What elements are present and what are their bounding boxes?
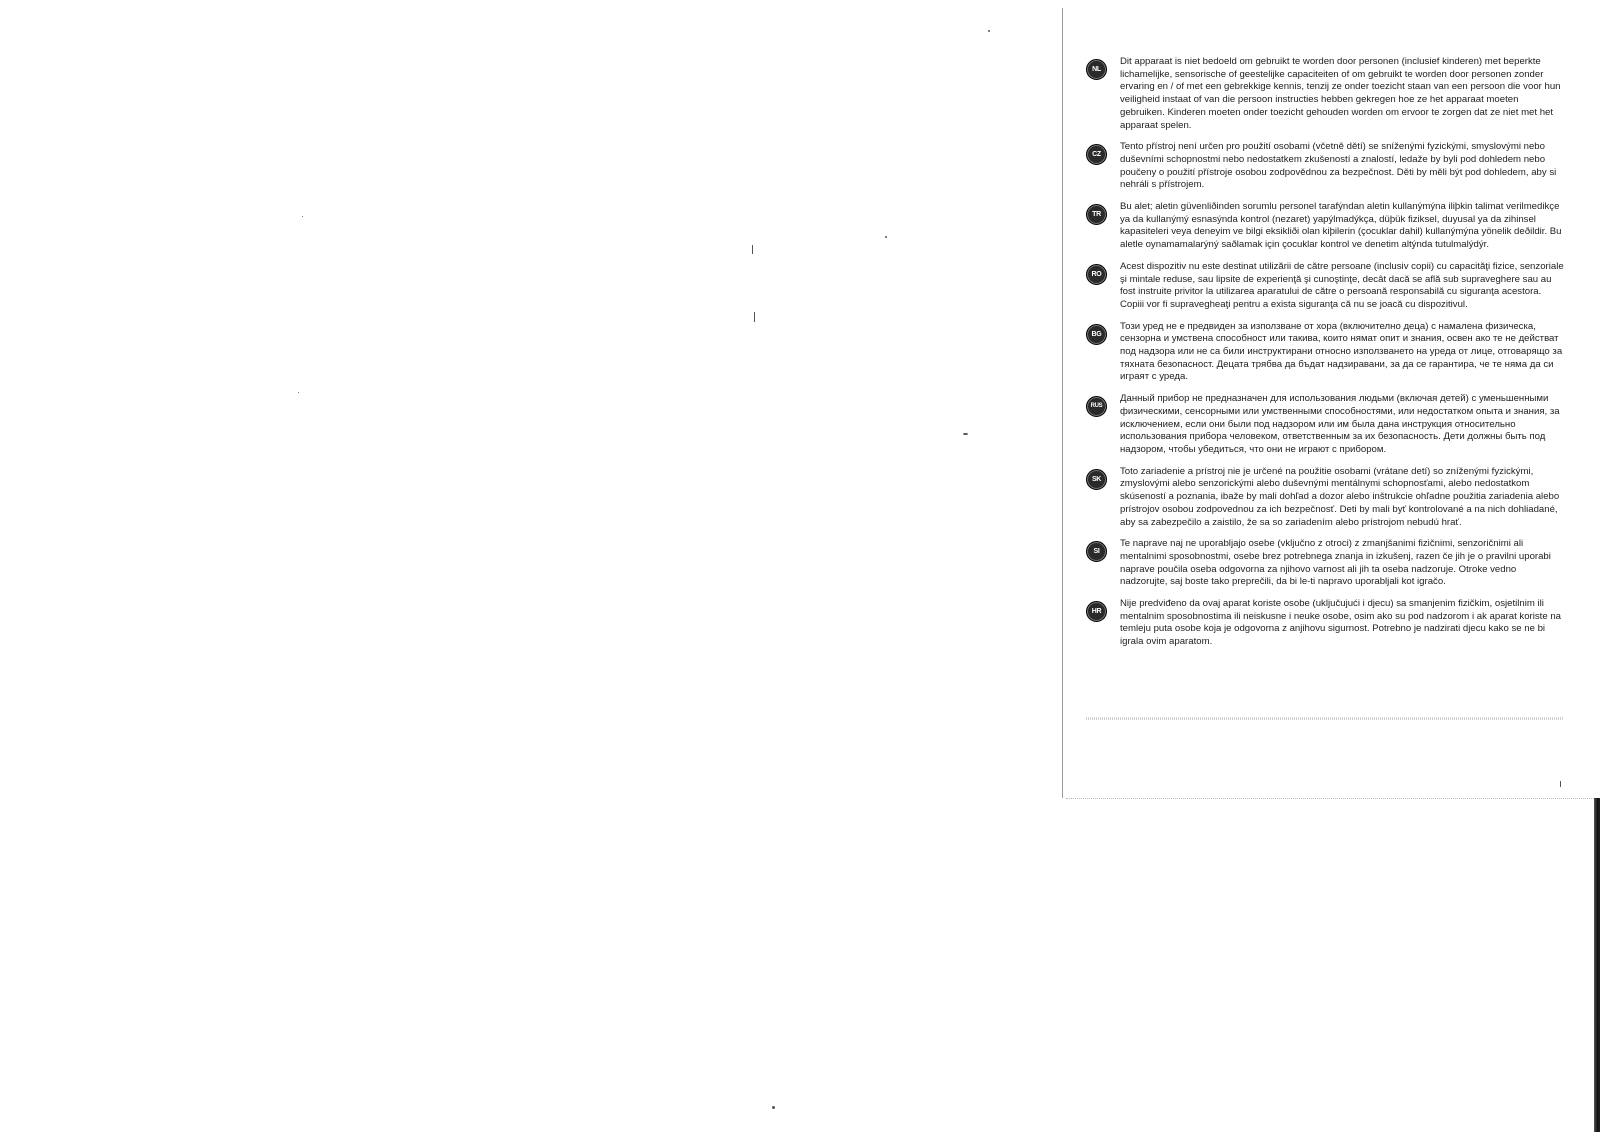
language-badge-bg: BG — [1086, 324, 1107, 345]
scan-speck — [885, 236, 887, 238]
language-badge-rus: RUS — [1086, 396, 1107, 417]
warning-section-tr — [1086, 201, 1564, 252]
scan-speck — [298, 392, 299, 393]
warning-text-hr: Nije predviđeno da ovaj aparat koriste osobe (uključujući i djecu) sa smanjenim fizičkim, osjetilnim ili mentalnim sposobnostima ili neiskusne i neuke osobe, osim ako su pod nadzorom i ak aparat koriste na temleju puta osobe koja je odgovorna z anjihovu sigurnost. Potrebno je nadzirati djecu kako se ne bi igrala ovim aparatom. — [1120, 598, 1562, 648]
dotted-separator — [1086, 717, 1564, 720]
language-badge-tr: TR — [1086, 204, 1107, 225]
warning-section-si — [1086, 538, 1564, 589]
warning-text-bg: Този уред не е предвиден за използване от хора (включително деца) с намалена физическа, сензорна и умствена способност или такива, които нямат опит и знания, освен ако те не действат под надзора или не са били инструктирани относно използването на уреда от лице, отговарящо за тяхната безопасност. Децата трябва да бъдат надзиравани, за да се гарантира, че те няма да си играят с уреда. — [1120, 320, 1563, 383]
scan-speck — [302, 216, 303, 217]
language-badge-ro: RO — [1086, 264, 1107, 285]
warning-section-nl — [1086, 56, 1564, 132]
page-bottom-edge — [1066, 798, 1600, 799]
language-badge-si: SI — [1086, 541, 1107, 562]
warning-text-si: Te naprave naj ne uporabljajo osebe (vključno z otroci) z zmanjšanimi fizičnimi, senzoričnimi ali mentalnimi sposobnostmi, osebe brez potrebnega znanja in izkušenj, razen če jih je o pravilni uporabi naprave poučila oseba odgovorna za njihovo varnost ali jih ta oseba nadzoruje. Otroke vedno nadzorujte, saj boste tako preprečili, da bi le-ti napravo uporabljali kot igračo. — [1120, 538, 1551, 588]
warning-section-ro — [1086, 261, 1564, 312]
language-badge-cz: CZ — [1086, 144, 1107, 165]
scan-speck — [963, 433, 968, 435]
warning-section-hr — [1086, 598, 1564, 649]
language-badge-nl: NL — [1086, 59, 1107, 80]
scan-speck — [772, 1106, 775, 1109]
warning-section-sk — [1086, 466, 1564, 530]
warning-section-bg — [1086, 321, 1564, 385]
warning-text-sk: Toto zariadenie a prístroj nie je určené na použitie osobami (vrátane detí) so zníženými fyzickými, zmyslovými alebo senzorickými alebo duševnými mentálnymi schopnosťami, alebo nedostatkom skúseností a poznania, ibaže by mali dohľad a dozor alebo inštrukcie ohľadne použitia zariadenia alebo prístrojov osobou zodpovednou za ich bezpečnosť. Deti by mali byť kontrolované a na nich dohliadané, aby sa zabezpečilo a zaistilo, že sa so zariadením alebo prístrojom nebudú hrať. — [1120, 465, 1560, 528]
warning-section-rus — [1086, 393, 1564, 457]
scan-speck — [754, 312, 755, 322]
language-badge-sk: SK — [1086, 469, 1107, 490]
scan-speck — [752, 245, 753, 254]
scan-speck — [988, 30, 990, 32]
page-divider — [1062, 8, 1063, 798]
warning-section-cz — [1086, 141, 1564, 192]
warning-text-nl: Dit apparaat is niet bedoeld om gebruikt te worden door personen (inclusief kinderen) met beperkte lichamelijke, sensorische of geestelijke capaciteiten of om gebruikt te worden door personen zonder ervaring en / of met een gebrekkige kennis, tenzij ze onder toezicht staan van een persoon die voor hun veiligheid instaat of van die persoon instructies hebben gekregen hoe ze het apparaat moeten gebruiken. Kinderen moeten onder toezicht gehouden worden om ervoor te zorgen dat ze niet met het apparaat spelen. — [1120, 56, 1561, 131]
warning-text-rus: Данный прибор не предназначен для использования людьми (включая детей) с уменьшенными физическими, сенсорными или умственными способностями, или недостатком опыта и знания, за исключением, если они были под надзором или им была дана инструкция относительно использования прибора человеком, ответственным за их безопасность. Дети должны быть под надзором, чтобы убедиться, что они не играют с прибором. — [1120, 393, 1560, 455]
scan-edge-strip — [1594, 798, 1600, 1132]
scan-speck — [1560, 781, 1561, 787]
warning-text-cz: Tento přístroj není určen pro použití osobami (včetně dětí) se sníženými fyzickými, smyslovými nebo duševními schopnostmi nebo nedostatkem zkušeností a znalostí, ledaže by byli pod dohledem nebo poučeny o použití přístroje osobou zodpovědnou za bezpečnost. Děti by měli být pod dohledem, aby si nehráli s přístrojem. — [1120, 141, 1557, 191]
language-badge-hr: HR — [1086, 601, 1107, 622]
warning-text-ro: Acest dispozitiv nu este destinat utilizării de către persoane (inclusiv copii) cu capacităţi fizice, senzoriale şi mintale reduse, sau lipsite de experienţă şi cunoştinţe, decât dacă se află sub supraveghere sau au fost instruite privitor la utilizarea aparatului de către o persoană responsabilă cu siguranţa acestora. Copiii vor fi supravegheaţi pentru a exista siguranţa că nu se joacă cu dispozitivul. — [1120, 260, 1564, 310]
warning-text-tr: Bu alet; aletin güvenliðinden sorumlu personel tarafýndan aletin kullanýmýna iliþkin talimat verilmedikçe ya da kullanýmý esnasýnda kontrol (nezaret) yapýlmadýkça, düþük fiziksel, duyusal ya da zihinsel kapasiteleri veya deneyim ve bilgi eksikliði olan kiþilerin (çocuklar dahil) kullanýmýna yönelik deðildir. Bu aletle oynamamalarýný saðlamak için çocuklar kontrol ve denetim altýnda tutulmalýdýr. — [1120, 201, 1562, 251]
safety-warning-list — [1086, 56, 1564, 658]
